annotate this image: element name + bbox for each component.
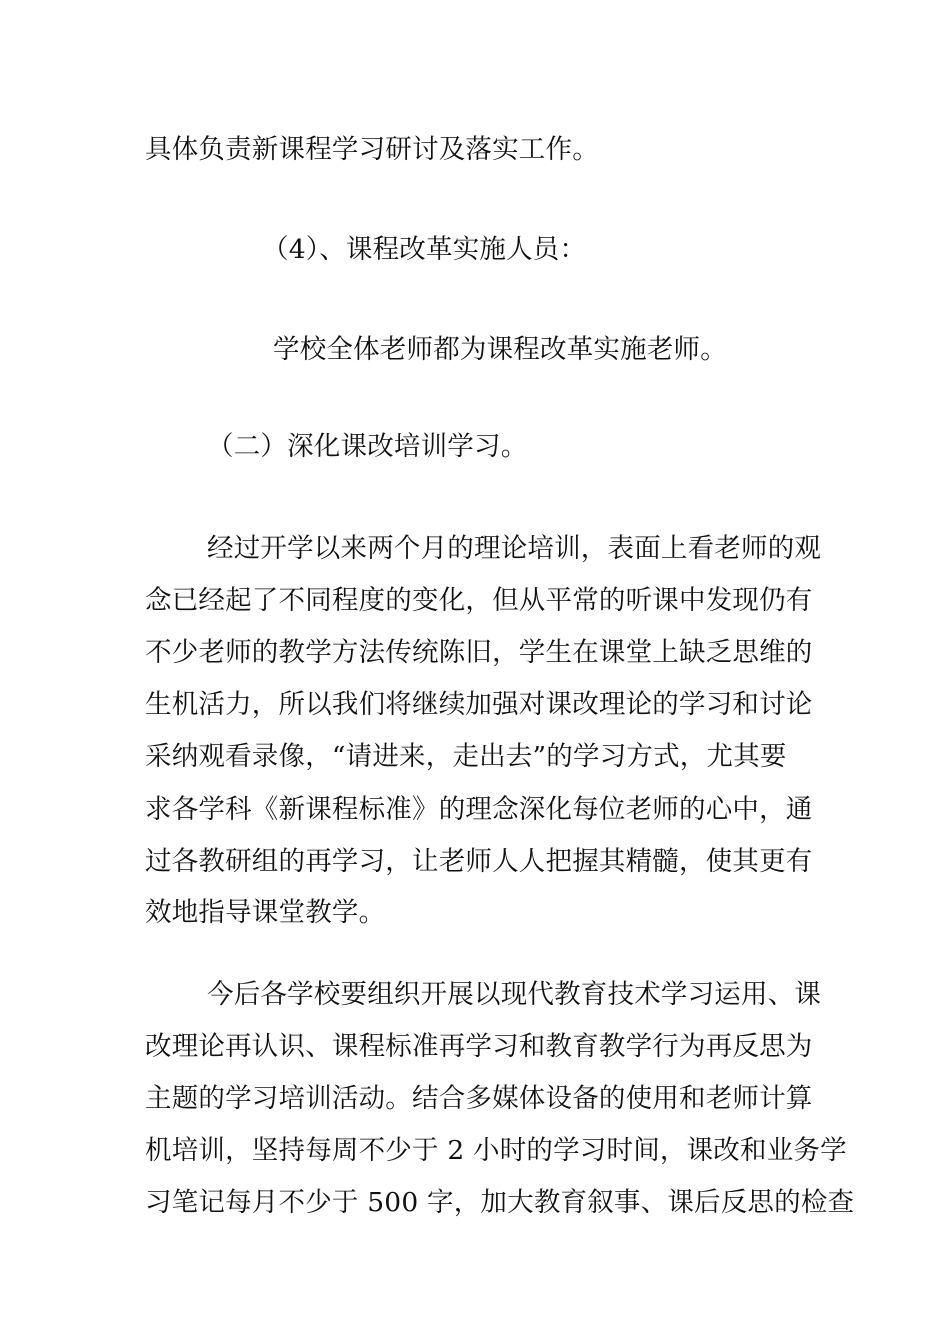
paragraph-line: 不少老师的教学方法传统陈旧，学生在课堂上缺乏思维的	[145, 637, 813, 668]
paragraph-line: 生机活力，所以我们将继续加强对课改理论的学习和讨论	[145, 689, 813, 720]
subheading-implementers: （4）、课程改革实施人员：	[262, 234, 587, 265]
paragraph-line: 过各教研组的再学习，让老师人人把握其精髓，使其更有	[145, 846, 813, 877]
paragraph-line: 机培训，坚持每周不少于 2 小时的学习时间，课改和业务学	[145, 1135, 847, 1166]
paragraph-line: 改理论再认识、课程标准再学习和教育教学行为再反思为	[145, 1031, 813, 1062]
paragraph-line: 效地指导课堂教学。	[145, 897, 386, 928]
paragraph-line: 经过开学以来两个月的理论培训，表面上看老师的观	[207, 533, 822, 564]
paragraph-line: 求各学科《新课程标准》的理念深化每位老师的心中，通	[145, 794, 813, 825]
text-line-responsibility: 具体负责新课程学习研讨及落实工作。	[145, 134, 599, 165]
text-line-all-teachers: 学校全体老师都为课程改革实施老师。	[273, 334, 727, 365]
paragraph-line: 习笔记每月不少于 500 字，加大教育叙事、课后反思的检查	[145, 1187, 855, 1218]
paragraph-line: 今后各学校要组织开展以现代教育技术学习运用、课	[207, 979, 822, 1010]
section-heading-training: （二）深化课改培训学习。	[207, 431, 528, 462]
paragraph-line: 念已经起了不同程度的变化，但从平常的听课中发现仍有	[145, 585, 813, 616]
paragraph-line: 主题的学习培训活动。结合多媒体设备的使用和老师计算	[145, 1083, 813, 1114]
paragraph-line: 采纳观看录像，“请进来，走出去”的学习方式，尤其要	[145, 741, 787, 772]
